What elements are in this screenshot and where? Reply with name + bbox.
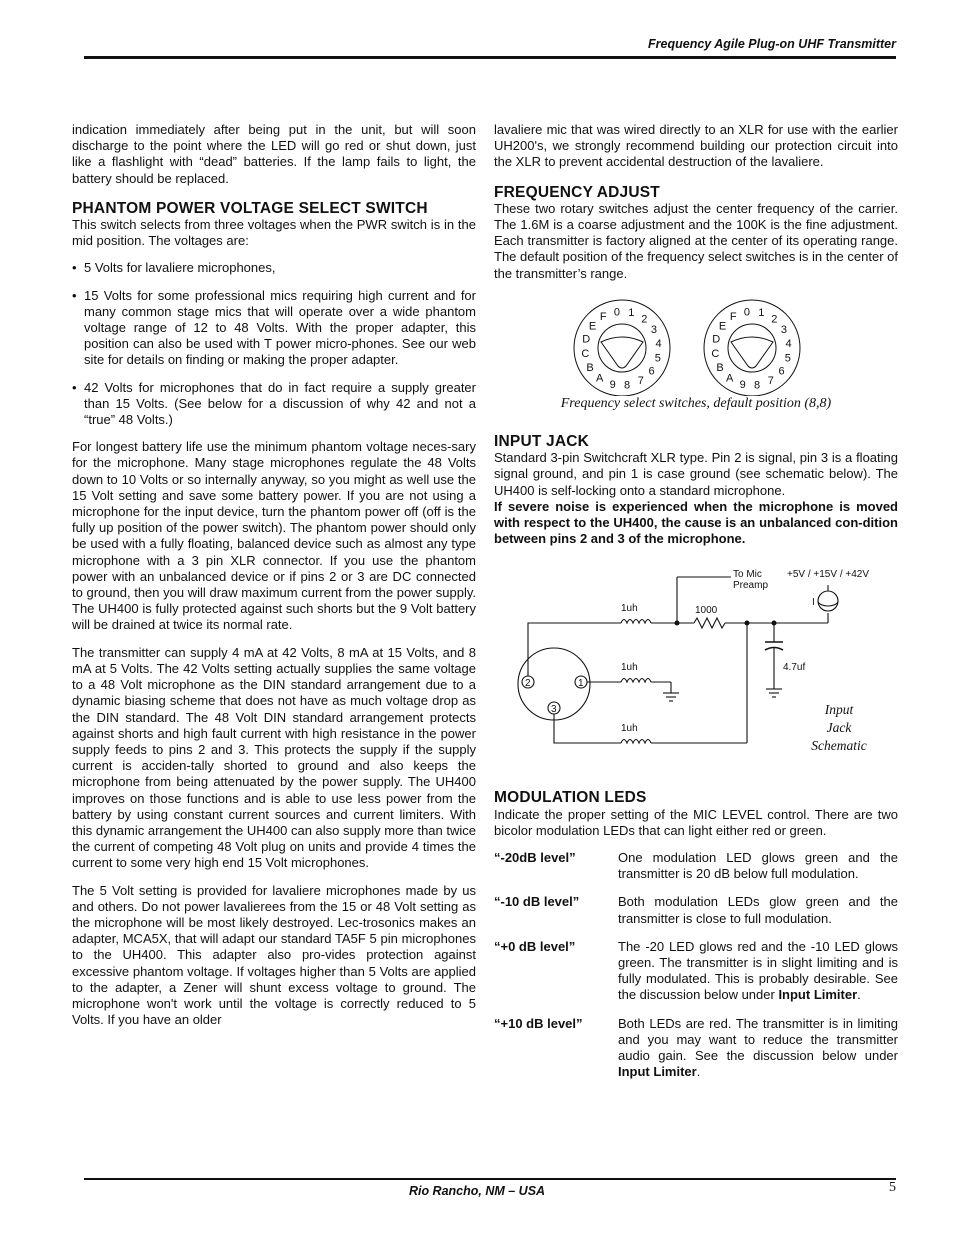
dial-digit: 8 [624,379,631,392]
input-limiter-ref: Input Limiter [778,987,858,1003]
phantom-intro: This switch selects from three voltages when the PWR switch is in the mid position. The voltages are: [72,217,476,249]
modulation-text: Indicate the proper setting of the MIC LEVEL control. There are two bicolor modulation LEDs that can light either red or green. [494,806,898,838]
schematic-caption-line: Jack [826,720,852,736]
level-description: Both LEDs are red. The transmitter is in limiting and you may want to reduce the transmitter audio gain. See the discussion below under Input Limiter. [618,1015,898,1080]
to-mic-label-2: Preamp [733,580,769,592]
inductor-3 [621,740,651,744]
five-volt-paragraph: The 5 Volt setting is provided for lavaliere microphones made by us and others. Do not power lavalierees from the 15 or 48 Volt setting as the microphone will be most likely destroyed. Lec-trosonics makes an adapter, MCA5X, that will adapt our standard TA5F 5 pin microphones to the UH400. This adapter also pro-vides protection against excessive phantom voltage. If voltages higher than 5 Volts are applied to the adapter, a Zener will shunt excess voltage to ground. The microphone won't work until the voltage is correctly reduced to 5 Volts. If you have an older [72,882,476,1028]
header-title: Frequency Agile Plug-on UHF Transmitter [648,37,896,51]
rotary-switch-fine [704,300,800,396]
level-row [494,939,898,1004]
dial-digit: 7 [767,374,774,387]
dial-digit: 1 [758,307,765,320]
dial-digit: B [586,361,594,374]
frequency-heading: FREQUENCY ADJUST [494,183,660,201]
dial-digit: 1 [628,307,635,320]
dial-digit: F [729,310,737,323]
footer-location: Rio Rancho, NM – USA [408,1184,546,1198]
level-row [494,1016,898,1081]
level-label: “+0 dB level” [494,938,576,954]
dial-digit: A [726,372,734,385]
level-description: One modulation LED glows green and the transmitter is 20 dB below full modulation. [618,850,898,882]
resistor-1000 [694,618,725,628]
dial-caption: Frequency select switches, default position (8,8) [560,395,832,411]
dial-digit: 7 [637,374,644,387]
dial-digit: 2 [641,313,648,326]
dial-digit: A [596,372,604,385]
dial-digit: 4 [785,337,792,350]
list-item: • 15 Volts for some professional mics requiring high current and for many common stage mics that will operate over a wide phantom voltage range of 12 to 48 Volts. With the proper adapter, this position can also be used with T power micro-phones. See our web site for details on finding or making the proper adapter. [72,288,476,369]
to-mic-label-1: To Mic [733,569,762,581]
voltage-list [72,260,476,428]
pin-1-label: 1 [578,678,584,690]
dial-digit: D [712,333,721,346]
input-jack-text: Standard 3-pin Switchcraft XLR type. Pin 2 is signal, pin 3 is a floating signal ground, and pin 1 is case ground (see schematic below). The UH400 is self-locking onto a standard microphone. [494,450,898,498]
level-row [494,894,898,926]
phantom-heading: PHANTOM POWER VOLTAGE SELECT SWITCH [72,199,428,217]
input-jack-warning: If severe noise is experienced when the microphone is moved with respect to the UH400, the cause is an unbalanced con-dition between pins 2 and 3 of the microphone. [494,498,898,547]
inductor-3-label: 1uh [621,723,638,735]
current-paragraph: The transmitter can supply 4 mA at 42 Volts, 8 mA at 15 Volts, and 8 mA at 5 Volts. The 42 Volts setting actually supplies the same voltage to a 48 Volt microphone as the DIN standard arrangement due to a dynamic biasing scheme that does not have as much voltage drop as the DIN standard. The 48 Volt DIN standard arrangement protects against shorts and high fault current with high resistance in the power supply feeds to pins 2 and 3. This protects the supply if the supply current is acciden-tally shorted to ground and also keeps the microphone from being attenuated by the power supply. The UH400 improves on those functions and is able to use less power from the battery by using constant current sources and current limiters. With this dynamic arrangement the UH400 can also supply more than twice the current of competing 48 Volt plug on units and provide 4 times the current to some very high end 15 Volt microphones. [72,644,476,871]
dial-digit: 9 [609,378,616,391]
dial-digit: 5 [654,352,661,365]
dial-digit: B [716,361,724,374]
schematic-caption [804,701,874,755]
dial-digit: 4 [655,337,662,350]
dial-pointer [731,337,773,368]
input-jack-schematic [494,567,898,772]
pin-3-label: 3 [551,704,557,716]
header-rule [84,56,896,59]
rotary-switch-coarse [574,300,670,396]
schematic-caption-line: Schematic [811,738,867,754]
level-list [494,850,898,1080]
dial-digit: 0 [743,306,750,319]
dial-digit: 3 [650,324,657,337]
list-item: • 5 Volts for lavaliere microphones, [72,260,476,276]
level-label: “-20dB level” [494,850,576,866]
left-column [72,122,476,1028]
left-intro: indication immediately after being put in the unit, but will soon discharge to the point where the LED will go red or shut down, just like a flashlight with “dead” batteries. If the lamp fails to light, the battery should be replaced. [72,122,476,186]
footer-rule [84,1178,896,1180]
battery-paragraph: For longest battery life use the minimum phantom voltage neces-sary for the microphone. Many stage microphones regulate the 48 Volts down to 10 Volts or so internally anyway, so you might as well use the 15 Volt setting and save some battery power. If you are not using a microphone for the input device, turn the phantom power off (off is the fully up position of the power switch). The phantom power should only be used with a fully floating, balanced device such as almost any type microphone with a 3 pin XLR connector. If you use the phantom power with an unbalanced device or if pins 2 or 3 are DC connected to ground, then you will draw maximum current from the power supply. The UH400 is fully protected against such shorts but the 9 Volt battery will be drained at twice its normal rate. [72,439,476,633]
list-item: • 42 Volts for microphones that do in fact require a supply greater than 15 Volts. (See below for a discussion of why 42 and not a “true” 48 Volts.) [72,380,476,429]
page-number: 5 [889,1180,896,1195]
level-description: Both modulation LEDs glow green and the transmitter is close to full modulation. [618,894,898,926]
dial-digit: F [599,310,607,323]
current-source [818,591,838,611]
dial-digit: E [588,320,597,333]
level-row [494,850,898,882]
dial-digit: 6 [778,365,785,378]
dial-digit: 0 [613,306,620,319]
dial-digit: 6 [648,365,655,378]
current-symbol-label: I [812,597,815,609]
level-label: “+10 dB level” [494,1015,583,1031]
schematic-caption-line: Input [824,702,854,718]
dial-pointer [601,337,643,368]
inductor-2-label: 1uh [621,662,638,674]
level-description: The -20 LED glows red and the -10 LED glows green. The transmitter is in slight limiting and is fully modulated. This is probably desirable. See the discussion below under Input Limiter. [618,938,898,1003]
frequency-text: These two rotary switches adjust the center frequency of the carrier. The 1.6M is a coarse adjustment and the 100K is the fine adjustment. Each transmitter is factory aligned at the center of its operating range. The default position of the frequency select switches is in the center of the transmitter’s range. [494,200,898,281]
inductor-1 [621,620,651,624]
frequency-dials [494,296,898,396]
dial-digit: C [711,347,720,360]
pin-2-label: 2 [525,678,531,690]
dials-svg [494,296,898,396]
supply-label: +5V / +15V / +42V [787,569,870,581]
right-column [494,122,898,1093]
dial-digit: C [581,347,590,360]
input-jack-heading: INPUT JACK [494,433,590,451]
dial-digit: 2 [771,313,778,326]
inductor-2 [621,679,651,683]
dial-digit: E [718,320,727,333]
resistor-label: 1000 [695,605,718,617]
dial-digit: 3 [780,324,787,337]
capacitor-label: 4.7uf [783,662,806,674]
right-intro: lavaliere mic that was wired directly to an XLR for use with the earlier UH200's, we strongly recommend building our protection circuit into the XLR to prevent accidental destruction of the lavaliere. [494,122,898,170]
input-limiter-ref: Input Limiter [618,1064,697,1080]
inductor-1-label: 1uh [621,603,638,615]
modulation-heading: MODULATION LEDS [494,789,647,807]
dial-digit: 5 [784,352,791,365]
dial-digit: 9 [739,378,746,391]
dial-digit: 8 [754,379,761,392]
level-label: “-10 dB level” [494,894,580,910]
dial-digit: D [582,333,591,346]
